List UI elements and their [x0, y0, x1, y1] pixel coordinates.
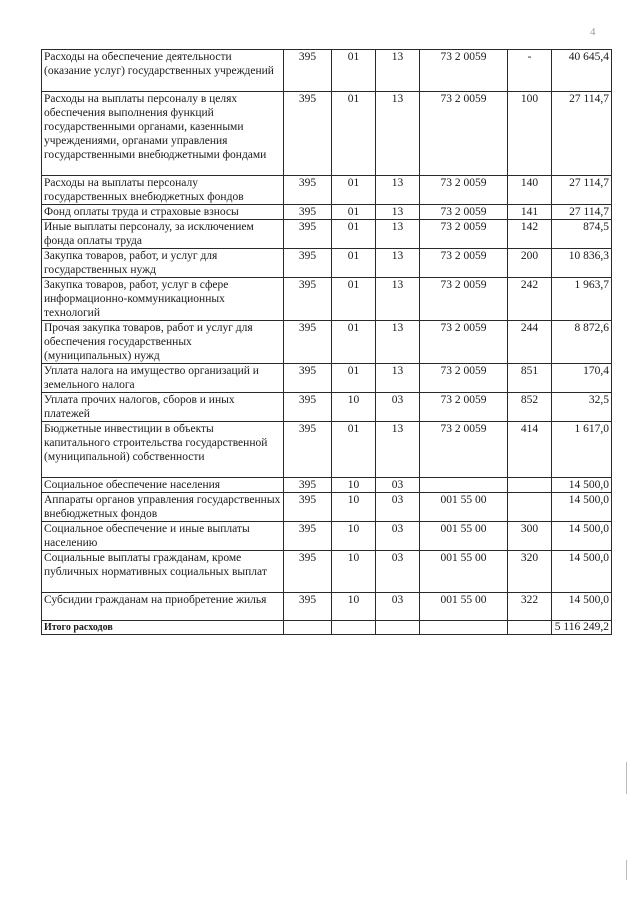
- cell-subsection: 13: [376, 50, 420, 92]
- cell-grbs: 395: [284, 92, 332, 176]
- cell-target-article: 73 2 0059: [420, 422, 508, 478]
- cell-target-article: 73 2 0059: [420, 249, 508, 278]
- cell-grbs: 395: [284, 422, 332, 478]
- cell-section: 01: [332, 249, 376, 278]
- cell-target-article: 001 55 00: [420, 493, 508, 522]
- cell-section: 10: [332, 493, 376, 522]
- cell-target-article: 001 55 00: [420, 522, 508, 551]
- margin-mark: [626, 762, 627, 794]
- cell-amount: 170,4: [552, 364, 612, 393]
- cell-expense-type: 142: [508, 220, 552, 249]
- row-name: Фонд оплаты труда и страховые взносы: [42, 205, 284, 220]
- table-row: [42, 393, 612, 422]
- cell-subsection: 13: [376, 92, 420, 176]
- cell-expense-type: 322: [508, 593, 552, 621]
- empty-cell: [376, 621, 420, 635]
- total-amount: 5 116 249,2: [552, 621, 612, 635]
- cell-subsection: 13: [376, 220, 420, 249]
- row-name: Расходы на выплаты персоналу в целях обеспечения выполнения функций государственными органами, казенными учреждениями, органами управления государственными внебюджетными фондами: [42, 92, 284, 176]
- cell-target-article: 001 55 00: [420, 593, 508, 621]
- margin-mark: [626, 860, 627, 880]
- cell-subsection: 13: [376, 176, 420, 205]
- empty-cell: [284, 621, 332, 635]
- table-row: [42, 92, 612, 176]
- cell-expense-type: -: [508, 50, 552, 92]
- row-name: Уплата налога на имущество организаций и земельного налога: [42, 364, 284, 393]
- cell-grbs: 395: [284, 593, 332, 621]
- cell-subsection: 03: [376, 478, 420, 493]
- cell-amount: 1 963,7: [552, 278, 612, 321]
- cell-subsection: 13: [376, 364, 420, 393]
- cell-target-article: 001 55 00: [420, 551, 508, 593]
- cell-amount: 14 500,0: [552, 478, 612, 493]
- cell-expense-type: [508, 478, 552, 493]
- cell-grbs: 395: [284, 220, 332, 249]
- cell-amount: 874,5: [552, 220, 612, 249]
- cell-target-article: 73 2 0059: [420, 92, 508, 176]
- cell-amount: 14 500,0: [552, 522, 612, 551]
- cell-expense-type: 852: [508, 393, 552, 422]
- cell-section: 10: [332, 593, 376, 621]
- cell-grbs: 395: [284, 364, 332, 393]
- row-name: Прочая закупка товаров, работ и услуг для обеспечения государственных (муниципальных) нужд: [42, 321, 284, 364]
- total-label: Итого расходов: [42, 621, 284, 635]
- table-row: [42, 593, 612, 621]
- cell-grbs: 395: [284, 493, 332, 522]
- table-row: [42, 422, 612, 478]
- cell-amount: 8 872,6: [552, 321, 612, 364]
- cell-section: 01: [332, 321, 376, 364]
- cell-section: 01: [332, 176, 376, 205]
- row-name: Закупка товаров, работ, услуг в сфере информационно-коммуникационных технологий: [42, 278, 284, 321]
- cell-section: 10: [332, 551, 376, 593]
- table-row: [42, 478, 612, 493]
- row-name: Иные выплаты персоналу, за исключением фонда оплаты труда: [42, 220, 284, 249]
- table-row: [42, 551, 612, 593]
- cell-subsection: 13: [376, 205, 420, 220]
- cell-section: 10: [332, 522, 376, 551]
- cell-expense-type: 320: [508, 551, 552, 593]
- cell-section: 01: [332, 92, 376, 176]
- cell-amount: 27 114,7: [552, 205, 612, 220]
- table-row: [42, 278, 612, 321]
- row-name: Расходы на выплаты персоналу государственных внебюджетных фондов: [42, 176, 284, 205]
- table-row: [42, 249, 612, 278]
- cell-subsection: 13: [376, 422, 420, 478]
- cell-grbs: 395: [284, 551, 332, 593]
- row-name: Закупка товаров, работ, и услуг для государственных нужд: [42, 249, 284, 278]
- cell-target-article: 73 2 0059: [420, 278, 508, 321]
- cell-amount: 40 645,4: [552, 50, 612, 92]
- cell-amount: 27 114,7: [552, 92, 612, 176]
- cell-grbs: 395: [284, 249, 332, 278]
- cell-target-article: 73 2 0059: [420, 364, 508, 393]
- cell-expense-type: 200: [508, 249, 552, 278]
- cell-expense-type: 244: [508, 321, 552, 364]
- expenditure-table: [41, 49, 612, 635]
- cell-amount: 1 617,0: [552, 422, 612, 478]
- row-name: Уплата прочих налогов, сборов и иных платежей: [42, 393, 284, 422]
- cell-amount: 14 500,0: [552, 551, 612, 593]
- cell-expense-type: 300: [508, 522, 552, 551]
- table-row: [42, 50, 612, 92]
- cell-section: 01: [332, 205, 376, 220]
- cell-expense-type: 242: [508, 278, 552, 321]
- cell-section: 01: [332, 220, 376, 249]
- cell-section: 10: [332, 393, 376, 422]
- row-name: Социальное обеспечение и иные выплаты населению: [42, 522, 284, 551]
- cell-subsection: 03: [376, 551, 420, 593]
- table-row: [42, 321, 612, 364]
- cell-expense-type: 100: [508, 92, 552, 176]
- cell-target-article: 73 2 0059: [420, 393, 508, 422]
- cell-subsection: 13: [376, 321, 420, 364]
- cell-grbs: 395: [284, 278, 332, 321]
- cell-grbs: 395: [284, 176, 332, 205]
- page-number: 4: [590, 26, 596, 38]
- cell-subsection: 13: [376, 278, 420, 321]
- empty-cell: [420, 621, 508, 635]
- table-row: [42, 176, 612, 205]
- cell-target-article: 73 2 0059: [420, 176, 508, 205]
- cell-grbs: 395: [284, 522, 332, 551]
- total-row: [42, 621, 612, 635]
- cell-amount: 32,5: [552, 393, 612, 422]
- cell-amount: 14 500,0: [552, 593, 612, 621]
- cell-section: 01: [332, 278, 376, 321]
- cell-subsection: 03: [376, 393, 420, 422]
- cell-grbs: 395: [284, 478, 332, 493]
- cell-grbs: 395: [284, 393, 332, 422]
- empty-cell: [332, 621, 376, 635]
- table-row: [42, 522, 612, 551]
- cell-target-article: 73 2 0059: [420, 50, 508, 92]
- cell-expense-type: 414: [508, 422, 552, 478]
- cell-subsection: 03: [376, 522, 420, 551]
- row-name: Аппараты органов управления государственных внебюджетных фондов: [42, 493, 284, 522]
- cell-section: 01: [332, 364, 376, 393]
- row-name: Расходы на обеспечение деятельности (оказание услуг) государственных учреждений: [42, 50, 284, 92]
- cell-grbs: 395: [284, 50, 332, 92]
- cell-section: 01: [332, 422, 376, 478]
- cell-expense-type: 140: [508, 176, 552, 205]
- cell-section: 10: [332, 478, 376, 493]
- cell-expense-type: [508, 493, 552, 522]
- cell-expense-type: 141: [508, 205, 552, 220]
- row-name: Субсидии гражданам на приобретение жилья: [42, 593, 284, 621]
- table-row: [42, 364, 612, 393]
- cell-subsection: 13: [376, 249, 420, 278]
- cell-amount: 14 500,0: [552, 493, 612, 522]
- cell-subsection: 03: [376, 493, 420, 522]
- cell-target-article: 73 2 0059: [420, 321, 508, 364]
- row-name: Социальное обеспечение населения: [42, 478, 284, 493]
- cell-subsection: 03: [376, 593, 420, 621]
- cell-section: 01: [332, 50, 376, 92]
- table-row: [42, 220, 612, 249]
- cell-target-article: 73 2 0059: [420, 205, 508, 220]
- cell-target-article: [420, 478, 508, 493]
- empty-cell: [508, 621, 552, 635]
- cell-grbs: 395: [284, 205, 332, 220]
- table-row: [42, 493, 612, 522]
- cell-amount: 10 836,3: [552, 249, 612, 278]
- table-row: [42, 205, 612, 220]
- cell-expense-type: 851: [508, 364, 552, 393]
- row-name: Социальные выплаты гражданам, кроме публичных нормативных социальных выплат: [42, 551, 284, 593]
- cell-target-article: 73 2 0059: [420, 220, 508, 249]
- cell-grbs: 395: [284, 321, 332, 364]
- cell-amount: 27 114,7: [552, 176, 612, 205]
- row-name: Бюджетные инвестиции в объекты капитального строительства государственной (муниципальной) собственности: [42, 422, 284, 478]
